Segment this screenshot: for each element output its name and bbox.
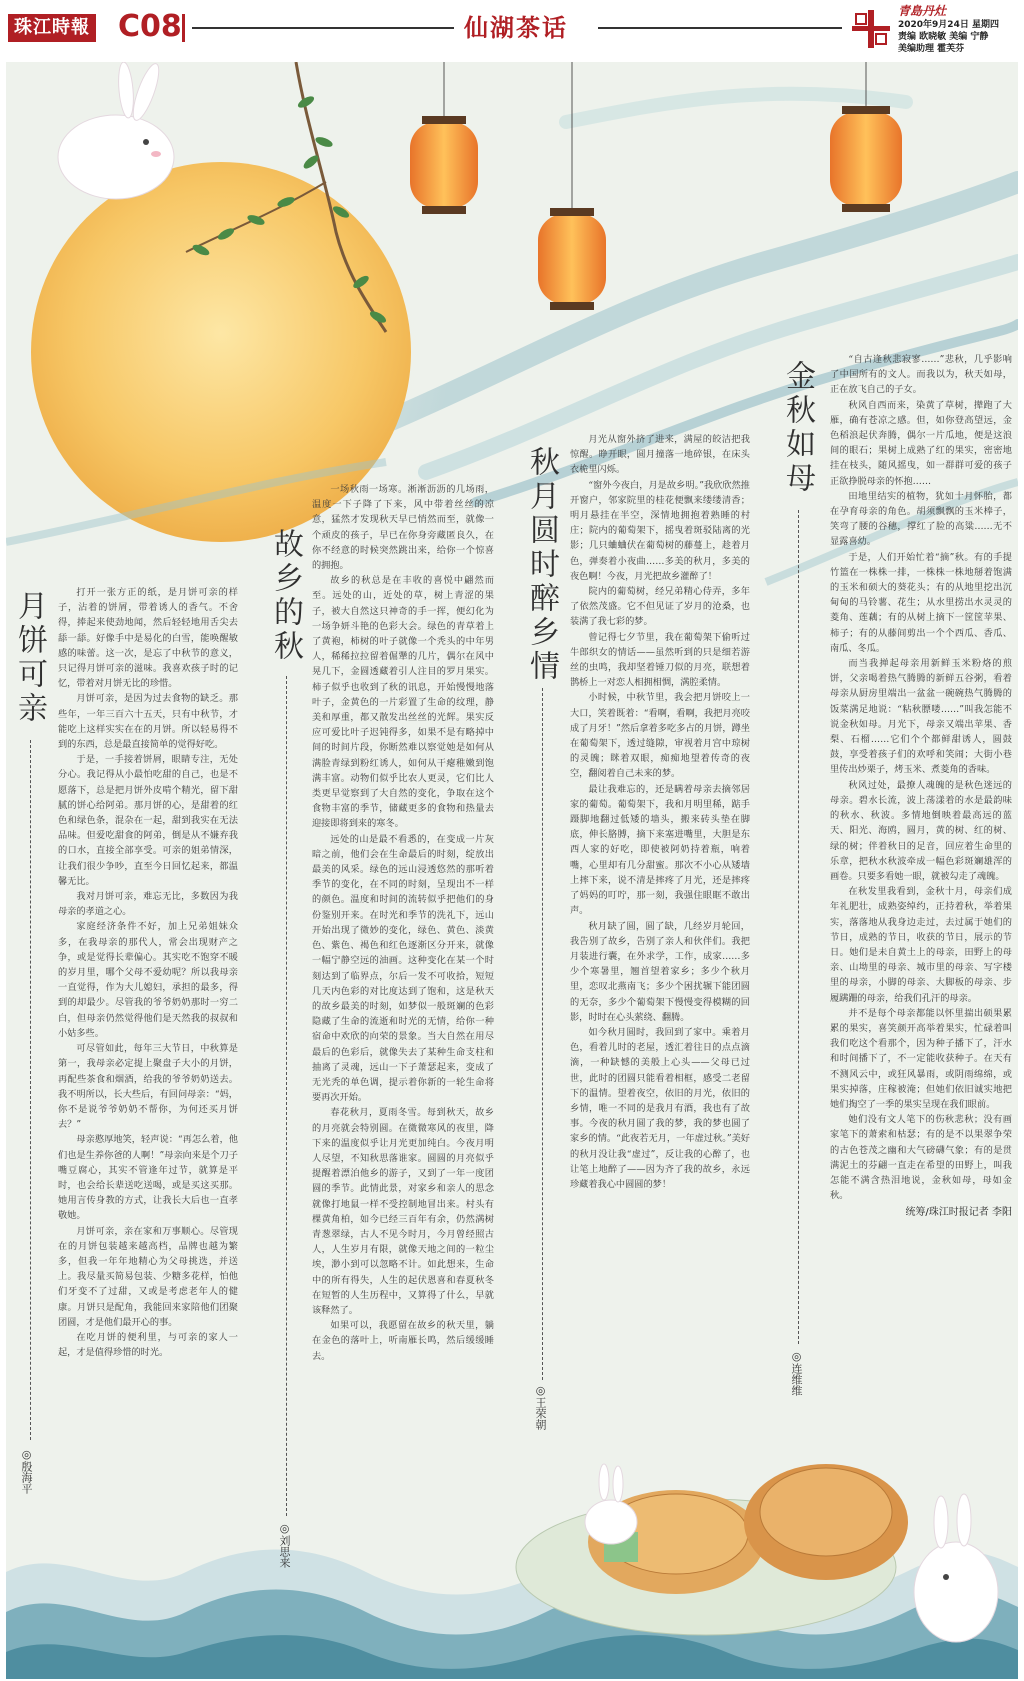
article-paragraph: 春花秋月，夏雨冬雪。每到秋天，故乡的月亮就会特别圆。在微微寒风的夜里，降下来的温度似乎让月光更加纯白。今夜月明人尽望，不知秋思落谁家。圆圆的月亮似乎提醒着漂泊他乡的游子，又到了一年一度团圆的季节。此情此景，对家乡和亲人的思念就像打地鼠一样不受控制地冒出来。村头有棵黄角柏，如今已经三百年有余，仍然满树青葱翠绿，古人不见今时月，今月曾经照古人，人生岁月有限，就像天地之间的一粒尘埃，渺小到可以忽略不计。如此想来，生命中的所有得失，人生的起伏恩喜和春夏秋冬在短暂的人生历程中，又算得了什么，早就该释然了。 (312, 1107, 494, 1316)
section-title: 仙湖茶话 (464, 14, 568, 42)
credits-line-2: 美编助理 霍芙芬 (898, 44, 965, 54)
date-line: 2020年9月24日 星期四 (898, 20, 999, 30)
article-byline: ◎连维维 (790, 1350, 803, 1396)
article-body (830, 352, 1012, 1407)
article-byline: ◎王荣朝 (534, 1384, 547, 1430)
article-paragraph: 如果可以，我愿留在故乡的秋天里，躺在金色的落叶上，听南雁长鸣，然后缓缓睡去。 (312, 1320, 494, 1362)
masthead (0, 0, 1024, 58)
title-rule (798, 510, 799, 1344)
article-paragraph: 秋风过处，最撩人魂魄的是秋色迷远的母亲。碧水长流，波上荡漾着的水是最韵味的秋水、秋波。多情地倒映着最高远的蓝天、阳光、海鸥，圆月，黄的树、红的树、绿的树；伴着秋日的足音，回应着生命里的乐章，把秋水秋波牵成一幅色彩斑斓雄浑的画卷。只要多看她一眼，就被勾走了魂魄。 (830, 779, 1012, 882)
article-paragraph: 远处的山是最不看悉的，在变成一片灰暗之前，他们会在生命最后的时刻，绽放出最美的风采。绿色的远山浸透悠然的那听着季节的变化，在不同的时刻，呈现出不一样的颜色。温度和时间的流转似乎把他们的身份鉴别开来。在时光和季节的洗礼下，远山开始出现了微妙的变化，绿色、黄色、淡黄色、紫色、褐色和红色逐渐区分开来，就像一幅宁静空远的油画。这种变化在某一个时刻达到了临界点，尔后一发不可收拾，短短几天内色彩的对比度达到了饱和，这是秋天的故乡最美的时刻，如梦似一般斑斓的色彩隐藏了生命的流逝和时光的无情，给你一种宿命中欢欣的向荣的景象。当大自然在用尽最后的色彩后，就像失去了某种生命支柱和抽离了灵魂，远山一下子萧瑟起来，变成了无光秃的单色调，提示着你新的一轮生命将要再次开始。 (312, 833, 494, 1104)
article-paragraph: 母亲憨厚地笑，轻声说：“再怎么着，他们也是生养你爸的人啊！”母亲向来是个刀子嘴豆腐心，其实不管逢年过节，就算是平时，也会给长辈送吃送喝，或是买这买那。她用言传身教的方式，让我长大后也一直孝敬她。 (58, 1134, 238, 1222)
title-rule (286, 676, 287, 1516)
article-paragraph: 在秋发里我看到，金秋十月，母亲们成年礼肥壮，成熟姿绰约，正持着秋，举着果实，落落地从我身边走过，去过属于她们的节日，成熟的节日，收获的节日，展示的节日。她们是未自黄土上的母亲，田野上的母亲、山坳里的母亲、城市里的母亲、写字楼里的母亲，小脚的母亲、大脚板的母亲、步履蹒跚的母亲，给我们孔汗的母亲。 (830, 886, 1012, 1004)
article-paragraph: 月饼可亲，是因为过去食物的缺乏。那些年，一年三百六十五天，只有中秋节，才能吃上这样实实在在的月饼。所以轻易得不到的东西，总是最直接简单的觉得好吃。 (58, 693, 238, 751)
masthead-rule-left (192, 27, 454, 29)
page-number: C08 (118, 9, 182, 44)
article-paragraph: 如今秋月圆时，我回到了家中。乘着月色，看着儿时的老屋，透汇着往日的点点滴滴，一种缺憾的美般上心头——父母已过世，此时的团圆只能看着相框，感受二老留下的温情。望着夜空，依旧的月光，依旧的乡情，唯一不同的是我月有酒，我也有了故事。今夜的秋月圆了我的梦，我的梦也圆了家乡的情。“此夜若无月，一年虚过秋。”美好的秋月没让我“虚过”，反让我的心醉了，也让笔上地醉了——因为齐了我的故乡，永远珍藏着我心中圆圆的梦！ (570, 1026, 750, 1190)
masthead-divider (182, 14, 185, 42)
article-paragraph: 秋月缺了圆，圆了缺，几经岁月轮回，我告别了故乡，告别了亲人和伙伴们。我把月装进行囊，在外求学，工作，成家……多少个寒暑里，翘首望着家乡；多少个秋月里，恋叹北燕南飞；多少个困扰辗下能团圆的无奈，多少个葡萄架下慢慢变得模糊的回影，时时在心头萦绕、翻腾。 (570, 920, 750, 1023)
article-paragraph: 可尽管如此，每年三大节日，中秋算是第一，我母亲必定提上聚盘子大小的月饼，再配些茶食和烟酒，给我的爷爷奶奶送去。我不明所以，长大些后，有回问母亲：“妈，你不是说爷爷奶奶不帮你，为何还买月饼去？” (58, 1043, 238, 1131)
article-paragraph: 打开一张方正的纸，是月饼可亲的样子，沾着的饼屑，带着诱人的香气。不舍得，捧起来使劲地闻，然后轻轻地用舌尖去舔一舔。好像手中是易化的白雪，能唤醒敏感的味蕾。这一次，是忘了中秋节的意义，只记得月饼可亲的滋味。我喜欢孩子时的记忆，带着对月饼无比的珍惜。 (58, 587, 238, 690)
article-paragraph: 曾记得七夕节里，我在葡萄架下偷听过牛郎织女的情话——虽然听到的只是细若游丝的虫鸣，我却坚着锤刀似的月亮，联想着鹊桥上一对恋人相拥相惆，满腔柔情。 (570, 631, 750, 689)
article-paragraph: 故乡的秋总是在丰收的喜悦中翩然而至。远处的山，近处的草，树上青涩的果子，被大自然这只神奇的手一挥，便幻化为一场争妍斗艳的色彩大会。绿色的青草着上了黄袍，柿树的叶子就像一个秃头的中年男人，稀稀拉拉留着倔犟的几片，偶尔在风中晃几下，金圆透藏着引人注目的罗月果实。柿子似乎也收到了秋的讯息，开始慢慢地落叶子，金黄色的一片彩置了生命的纹理，静美和厚重，都又散发出丝丝的光辉。果实反应可爱比叶子迟钝得多，如果不是有略掉中间的时间片段，你断然难以察觉她是如何从满脸青绿到粉红诱人，如何从干瘪稚嫩到饱满丰富。动物们似乎比农人更灵，它们比人类更早觉察到了大自然的变化，争取在这个食物丰富的季节，储藏更多的食物和热量去迎接即将到来的寒冬。 (312, 575, 494, 830)
article-title: 秋月圆时醉乡情 (524, 446, 559, 684)
credits-line-1: 责编 欧晓敏 美编 宁静 (898, 32, 989, 42)
title-rule (30, 740, 31, 1440)
article-title: 金秋如母 (780, 360, 815, 496)
article-title: 月饼可亲 (12, 590, 47, 726)
article-byline: ◎刘思来 (278, 1522, 291, 1568)
article-paragraph: 于是，人们开始忙着“摘”秋。有的手提竹篮在一株株一排，一株株一株地掰着饱满的玉米和硕大的葵花头；有的从地里挖出沉甸甸的马铃薯、花生；从水里捞出水灵灵的菱角、莲藕；有的从树上摘下一筐筐苹果、柿子；有的从藤间剪出一个个西瓜、香瓜、南瓜、冬瓜。 (830, 551, 1012, 654)
editor-signature: 统筹/珠江时报记者 李阳 (905, 1207, 1012, 1219)
article-paragraph: 秋风自西而来，染黄了草树，撵跑了大雁，确有苍凉之感。但，如你登高望远，金色稻浪起伏奔腾，偶尔一片瓜地，便是这浪间的眼石；果树上成熟了红的果实，密密地挂在枝头，随风摇曳，如一群群可爱的孩子正欲挣脱母亲的怀抱…… (830, 399, 1012, 487)
article-title: 故乡的秋 (268, 528, 303, 664)
article-paragraph: 于是，一手接着饼屑，眼睛专注，无处分心。我记得从小最怕吃甜的自己，也是不愿落下，总是把月饼外皮啃个精光，留下甜腻的饼心给阿弟。那月饼的心，是甜着的红色和绿色条，混杂在一起，甜到我实在无法品味。但爱吃甜食的阿弟，倒是从不嫌弃我的口水，直接全部享受。可亲的姐弟情深，让我们很少争吵，直至今日回忆起来，都温馨无比。 (58, 754, 238, 887)
article-paragraph: 家庭经济条件不好，加上兄弟姐妹众多，在我母亲的那代人，常会出现财产之争，或是觉得长辈偏心。其实吃不饱穿不暖的岁月里，哪个父母不爱幼呢？所以我母亲一直觉得，作为大儿媳妇，承担的最多，得到的却最少。尽管我的爷爷奶奶那时一穷二白，但母亲仍然觉得他们是天然我的叔叔和小姑多些。 (58, 921, 238, 1039)
article-body (570, 432, 750, 1432)
article-paragraph: 并不是每个母亲都能以怀里揣出硕果累累的果实，喜笑颜开高举着果实，忙碌着叫我们吃这个看那个，因为种子播下了，汗水和时间播下了，不一定能收获种子。在天有不测风云中，或狂风暴雨，或阴雨绵绵，或果实掉落，庄稼被淹；但她们依旧诚实地把她们掏空了一季的果实呈现在我们眼前。 (830, 1007, 1012, 1110)
article-paragraph: 院内的葡萄树，经兄弟精心侍弄，多年了依然茂盛。它不但见证了岁月的沧桑，也装满了我七彩的梦。 (570, 586, 750, 628)
article-paragraph: 月光从窗外挤了进来，满屋的皎洁把我惊醒。睁开眼，圆月撞落一地碎银，在床头衣桅里闪烁。 (570, 434, 750, 476)
article-body (58, 585, 238, 1610)
article-paragraph: 她们没有文人笔下的伤秋悲秋；没有画家笔下的萧索和枯瑟；有的是不以果翠争荣的古色苍茂之幽和大气磅礴气象；有的是贯满泥土的芬翩一直走在希望的田野上，叫我怎能不满含热泪地说，金秋如母，母如金秋。 (830, 1114, 1012, 1202)
article-paragraph: 我对月饼可亲，难忘无比，多数因为我母亲的孝道之心。 (58, 891, 238, 918)
newspaper-logo: 珠江時報 (8, 14, 96, 42)
masthead-rule-right (598, 27, 842, 29)
article-byline: ◎殷海平 (20, 1448, 33, 1494)
editor-title: 青島丹灶 (898, 4, 947, 18)
article-paragraph: 在吃月饼的便利里，与可亲的家人一起，才是值得珍惜的时光。 (58, 1331, 238, 1359)
paper-emblem-icon (850, 8, 892, 50)
article-paragraph: 一场秋雨一场寒。淅淅沥沥的几场雨，温度一下子降了下来，风中带着丝丝的凉意，猛然才发现秋天早已悄然而至，就像一个顽皮的孩子，早已在你身旁藏匿良久，在你不经意的时候突然跳出来，给你一个惊喜的拥抱。 (312, 484, 494, 572)
title-rule (542, 688, 543, 1380)
article-paragraph: 而当我掸起母亲用新鲜玉米粉烙的煎饼，父亲喝着热气腾腾的新鲜五谷粥，看着母亲从厨房里端出一盆盆一碗碗热气腾腾的饭菜满足地说：“粘秋膘喽……”叫我怎能不说金秋如母。月光下，母亲又端出苹果、香梨、石榴……它们个个都鲜甜诱人，圆鼓鼓，享受着孩子们的欢呼和笑闹；大街小巷里传出炒栗子，烤玉米、煮菱角的香味。 (830, 658, 1012, 776)
article-paragraph: 最让我难忘的，还是瞒着母亲去摘邻居家的葡萄。葡萄架下，我和月明里稀，踮手蹑脚地翻过低矮的墙头，搬来砖头垫在脚底，伸长胳膊，摘下来塞进嘴里，大胆是东西人家的好吃，即使被阿奶持着瓶，响着嘴，心里却有几分甜蜜。那次不小心从矮墙上摔下来，说不清是摔疼了月光，还是摔疼了妈妈的叮咛，那一刻，我强住眼眶不敢出声。 (570, 783, 750, 917)
article-paragraph: 月饼可亲，亲在家和万事顺心。尽管现在的月饼包装越来越高档，品牌也越为繁多，但我一年年地精心为父母挑选，并送上。我尽量买简易包装、少糖多花样，怕他们牙变不了过甜，又或是考虑老年人的健康。月饼只是配角，我能回来家陪他们团聚团圆，才是他们最开心的事。 (58, 1225, 238, 1328)
article-paragraph: 田地里结实的植物，犹如十月怀胎，都在孕育母亲的角色。胡须飘飘的玉米棒子，笑弯了腰的谷穗，撑红了脸的高粱……无不显露喜幼。 (830, 490, 1012, 548)
article-paragraph: “自古逢秋悲寂寥……”悲秋，几乎影响了中国所有的文人。而我以为，秋天如母，正在放飞自己的子女。 (830, 354, 1012, 396)
article-body (312, 482, 494, 1582)
article-paragraph: 小时候，中秋节里，我会把月饼咬上一大口，笑着既着：“看啊，看啊，我把月亮咬成了月牙！”然后拿着多吃多占的月饼，蹲坐在葡萄架下，透过缝隙，审视着月宫中琼树的灵魄；眯着双眼，痴痴地望着传奇的夜空，翻阅着自己未来的梦。 (570, 692, 750, 780)
article-paragraph: “窗外今夜白，月是故乡明。”我欣欣然推开窗户，邻家院里的桂花便飘来缕缕清香；明月悬挂在半空，深情地拥抱着熟睡的村庄；院内的葡萄架下，摇曳着斑驳陆离的光影；几只蛐蛐伏在葡萄树的藤蔓上，趁着月色，弹奏着小夜曲……多美的秋月，多美的夜色啊！今夜，月光把故乡灌醉了！ (570, 479, 750, 582)
